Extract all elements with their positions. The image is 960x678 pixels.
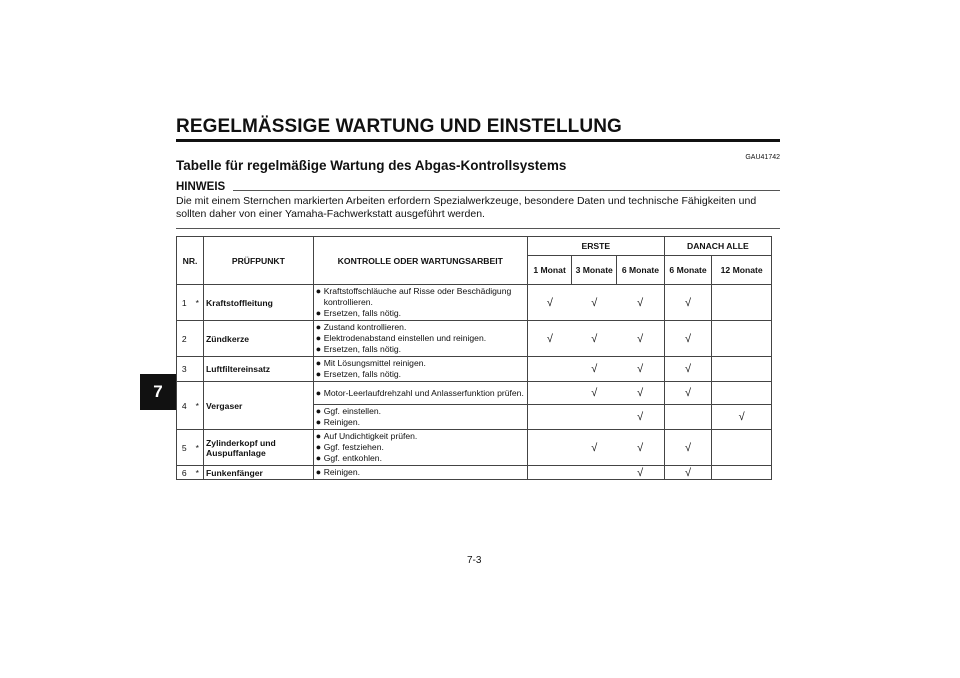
note-label: HINWEIS (176, 181, 226, 193)
row-work: ● Auf Undichtigkeit prüfen. ● Ggf. festziehen. ● Ggf. entkohlen. (313, 430, 527, 466)
check-icon: √ (546, 332, 553, 345)
bullet-icon: ● (315, 369, 322, 379)
header-item: PRÜFPUNKT (204, 237, 314, 285)
bullet-icon: ● (315, 308, 322, 318)
table-row (177, 321, 772, 357)
check-icon: √ (591, 387, 598, 399)
check-icon: √ (685, 387, 692, 399)
bullet-icon: ● (315, 453, 322, 463)
header-6-months-every: 6 Monate (664, 256, 712, 285)
section-title: Tabelle für regelmäßige Wartung des Abgas-Kontrollsystems (176, 158, 567, 173)
header-first: ERSTE (527, 237, 664, 256)
row-work: ● Zustand kontrollieren. ● Elektrodenabstand einstellen und reinigen. ● Ersetzen, falls nötig. (313, 321, 527, 357)
check-icon: √ (591, 296, 598, 309)
row-nr: 6 (177, 466, 192, 480)
row-nr: 1 (177, 285, 192, 321)
header-1-month: 1 Monat (527, 256, 571, 285)
note-text: Die mit einem Sternchen markierten Arbeiten erfordern Spezialwerkzeuge, besondere Daten und technische Fähigkeiten und sollten daher von einer Yamaha-Fachwerkstatt ausgeführt werden. (176, 195, 757, 220)
row-item: Vergaser (204, 382, 314, 430)
bullet-icon: ● (315, 442, 322, 452)
row-item: Kraftstoffleitung (204, 285, 314, 321)
row-work: ● Reinigen. (313, 466, 527, 480)
bullet-icon: ● (315, 417, 322, 427)
check-icon: √ (591, 363, 598, 375)
header-6-months-first: 6 Monate (617, 256, 665, 285)
bullet-icon: ● (315, 406, 322, 416)
section-code: GAU41742 (745, 154, 780, 161)
bullet-icon: ● (315, 322, 322, 332)
row-item: Zylinderkopf und Auspuffanlage (204, 430, 314, 466)
check-icon: √ (685, 332, 692, 345)
header-rule (176, 139, 780, 142)
check-icon: √ (637, 363, 644, 375)
check-icon: √ (637, 387, 644, 399)
header-12-months: 12 Monate (712, 256, 772, 285)
check-icon: √ (738, 411, 745, 423)
header-nr: NR. (177, 237, 204, 285)
row-star (191, 357, 203, 382)
check-icon: √ (591, 332, 598, 345)
header-3-months: 3 Monate (572, 256, 617, 285)
check-icon: √ (637, 296, 644, 309)
bullet-icon: ● (315, 286, 322, 296)
note-rule (233, 190, 780, 191)
row-work: ● Kraftstoffschläuche auf Risse oder Beschädigung kontrollieren. ● Ersetzen, falls nötig. (313, 285, 527, 321)
note-bottom-rule (176, 228, 780, 229)
table-row (177, 357, 772, 382)
header-work: KONTROLLE ODER WARTUNGSARBEIT (313, 237, 527, 285)
bullet-icon: ● (315, 333, 322, 343)
row-nr: 4 (177, 382, 192, 430)
row-star: * (191, 430, 203, 466)
row-work: ● Motor-Leerlaufdrehzahl und Anlasserfunktion prüfen. (313, 382, 527, 405)
table-row (177, 466, 772, 480)
bullet-icon: ● (315, 387, 322, 398)
bullet-icon: ● (315, 467, 322, 477)
table-row (177, 285, 772, 321)
maintenance-table (176, 236, 772, 480)
row-nr: 3 (177, 357, 192, 382)
row-item: Luftfiltereinsatz (204, 357, 314, 382)
table-row (177, 430, 772, 466)
page-header-title: REGELMÄSSIGE WARTUNG UND EINSTELLUNG (176, 116, 622, 137)
row-item: Zündkerze (204, 321, 314, 357)
check-icon: √ (685, 441, 692, 454)
check-icon: √ (685, 296, 692, 309)
row-star (191, 321, 203, 357)
bullet-icon: ● (315, 431, 322, 441)
row-item: Funkenfänger (204, 466, 314, 480)
header-then-every: DANACH ALLE (664, 237, 771, 256)
check-icon: √ (591, 441, 598, 454)
bullet-icon: ● (315, 358, 322, 368)
row-star: * (191, 285, 203, 321)
check-icon: √ (546, 296, 553, 309)
row-nr: 5 (177, 430, 192, 466)
table-row (177, 382, 772, 405)
page-number: 7-3 (467, 555, 482, 566)
row-star: * (191, 382, 203, 430)
row-star: * (191, 466, 203, 480)
row-work: ● Ggf. einstellen. ● Reinigen. (313, 405, 527, 430)
chapter-tab: 7 (140, 374, 176, 410)
check-icon: √ (637, 411, 644, 423)
check-icon: √ (637, 441, 644, 454)
row-nr: 2 (177, 321, 192, 357)
row-work: ● Mit Lösungsmittel reinigen. ● Ersetzen, falls nötig. (313, 357, 527, 382)
check-icon: √ (685, 363, 692, 375)
check-icon: √ (637, 332, 644, 345)
bullet-icon: ● (315, 344, 322, 354)
check-icon: √ (637, 466, 644, 479)
check-icon: √ (685, 466, 692, 479)
